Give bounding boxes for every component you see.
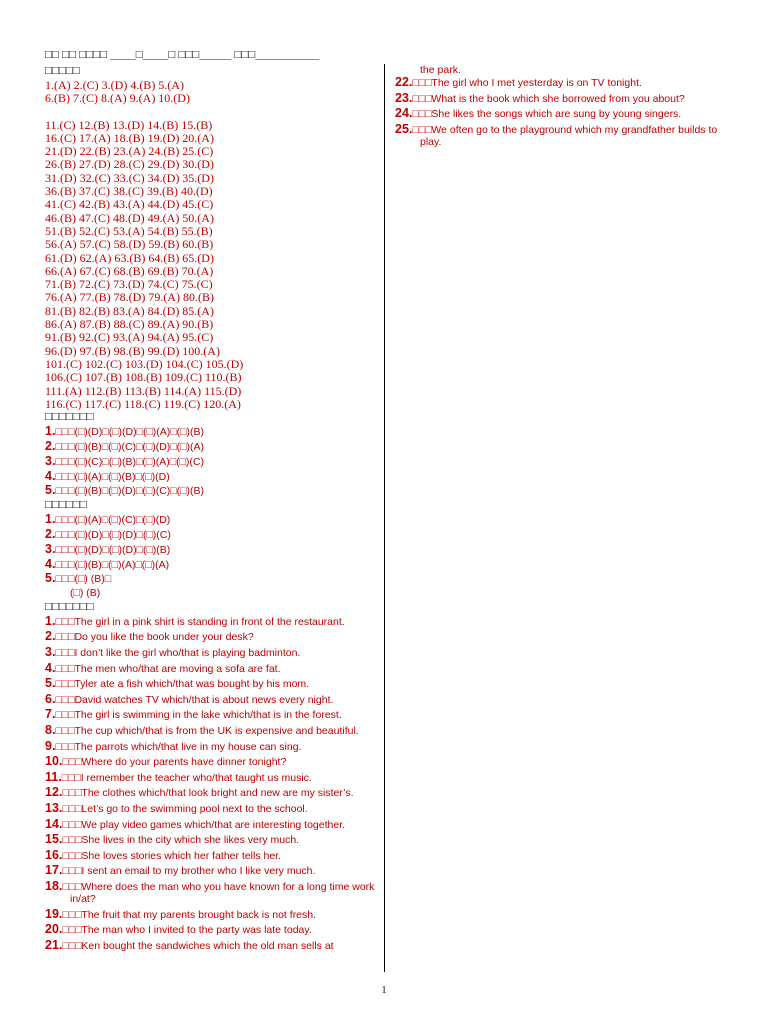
mc-answer-line: 6.(B) 7.(C) 8.(A) 9.(A) 10.(D) [45,91,190,106]
item-number: 13. [45,801,63,816]
sentence-item [45,939,375,952]
mc-answer-line: 41.(C) 42.(B) 43.(A) 44.(D) 45.(C) [45,197,214,212]
item-text: □□□The clothes which/that look bright and new are my sister’s. [62,787,354,800]
item-number: 1. [45,613,56,628]
mc-answer-line: 26.(B) 27.(D) 28.(C) 29.(D) 30.(D) [45,157,214,172]
item-text: □□□(□)(C)□(□)(B)□(□)(A)□(□)(C) [55,455,204,468]
sentence-item [395,76,735,89]
mc-answer-line: 31.(D) 32.(C) 33.(C) 34.(D) 35.(D) [45,170,214,185]
item-number: 9. [45,738,56,753]
sentence-item [45,833,375,846]
mc-answer-line: 21.(D) 22.(B) 23.(A) 24.(B) 25.(C) [45,144,214,159]
mc-answer-line: 71.(B) 72.(C) 73.(D) 74.(C) 75.(C) [45,277,213,292]
item-number: 14. [45,816,63,831]
mc-answer-line: 46.(B) 47.(C) 48.(D) 49.(A) 50.(A) [45,210,214,225]
mc-answer-line: 16.(C) 17.(A) 18.(B) 19.(D) 20.(A) [45,130,214,145]
mc-answer-line: 96.(D) 97.(B) 98.(B) 99.(D) 100.(A) [45,343,220,358]
page-number: 1 [381,985,387,996]
section-2-item [45,484,375,499]
item-text: □□□Tyler ate a fish which/that was bought by his mom. [55,678,310,691]
item-number: 4. [45,660,56,675]
section-2-item [45,425,375,440]
sentence-item [45,615,375,628]
mc-answer-line: 1.(A) 2.(C) 3.(D) 4.(B) 5.(A) [45,78,184,92]
item-number: 24. [395,106,413,121]
item-text: □□□Do you like the book under your desk? [55,631,254,644]
sentence-item [395,92,735,105]
sentence-item [45,818,375,831]
mc-answer-line: 36.(B) 37.(C) 38.(C) 39.(B) 40.(D) [45,184,213,199]
item-number: 4. [45,468,56,483]
item-text: □□□Let’s go to the swimming pool next to the school. [62,803,308,816]
section-3-item [45,513,375,528]
section-3-item-5-continuation: (□) (B) [70,587,101,600]
mc-answer-line: 81.(B) 82.(B) 83.(A) 84.(D) 85.(A) [45,303,214,318]
mc-answer-line: 11.(C) 12.(B) 13.(D) 14.(B) 15.(B) [45,117,213,132]
column-divider [384,64,385,972]
item-text: □□□I sent an email to my brother who I like very much. [62,865,316,878]
item-text: □□□She lives in the city which she likes very much. [62,834,300,847]
item-number: 18. [45,878,63,893]
item-text: □□□(□)(D)□(□)(D)□(□)(B) [55,543,171,556]
sentence-item [45,740,375,753]
sentence-item [45,724,375,737]
sentence-item [395,123,735,148]
item-number: 16. [45,847,63,862]
section-2-item [45,440,375,455]
item-text: □□□Where does the man who you have known for a long time work in/at? [62,880,375,906]
item-number: 6. [45,691,56,706]
item-number: 5. [45,483,56,498]
section-3-item [45,572,375,587]
item-number: 8. [45,723,56,738]
sentence-item [45,708,375,721]
item-text: □□□The girl is swimming in the lake which/that is in the forest. [55,709,342,722]
item-number: 2. [45,526,56,541]
item-text: □□□The fruit that my parents brought back is not fresh. [62,908,317,921]
item-number: 23. [395,90,413,105]
mc-answer-line: 101.(C) 102.(C) 103.(D) 104.(C) 105.(D) [45,356,244,371]
sentence-item [45,923,375,936]
item-number: 5. [45,571,56,586]
item-number: 1. [45,512,56,527]
sentence-item [45,755,375,768]
item-number: 1. [45,424,56,439]
item-text: □□□The girl who I met yesterday is on TV tonight. [412,77,642,90]
item-text: □□□We often go to the playground which my grandfather builds to play. [412,123,718,149]
section-3-answers [45,513,375,587]
section-2-item [45,455,375,470]
mc-answer-line: 91.(B) 92.(C) 93.(A) 94.(A) 95.(C) [45,330,214,345]
item-number: 22. [395,75,413,90]
item-number: 3. [45,453,56,468]
item-text: □□□(□) (B)□ [55,573,112,586]
item-text: □□□The man who I invited to the party was late today. [62,924,312,937]
mc-answer-line: 56.(A) 57.(C) 58.(D) 59.(B) 60.(B) [45,237,214,252]
mc-answer-line: 76.(A) 77.(B) 78.(D) 79.(A) 80.(B) [45,290,214,305]
item-text: □□□What is the book which she borrowed from you about? [412,92,685,105]
section-2-answers [45,425,375,499]
item-number: 11. [45,769,62,784]
item-text: □□□Ken bought the sandwiches which the old man sells at [62,939,334,952]
item-number: 10. [45,754,63,769]
item-text: □□□The cup which/that is from the UK is expensive and beautiful. [55,725,359,738]
sentence-item [45,677,375,690]
item-number: 25. [395,121,413,136]
multiple-choice-answers [45,79,375,411]
item-number: 15. [45,832,63,847]
sentence-item [395,107,735,120]
sentence-item [45,786,375,799]
item-text: □□□(□)(B)□(□)(A)□(□)(A) [55,558,170,571]
sentence-item [45,693,375,706]
section-1-title: □□□□□ [45,65,80,77]
item-text: □□□I don’t like the girl who/that is playing badminton. [55,647,301,660]
mc-answer-line: 116.(C) 117.(C) 118.(C) 119.(C) 120.(A) [45,396,241,411]
item-text: □□□She likes the songs which are sung by young singers. [412,108,682,121]
item-number: 17. [45,863,63,878]
item-number: 20. [45,922,63,937]
item-number: 3. [45,645,56,660]
right-column [395,64,735,151]
item-text: □□□(□)(D)□(□)(D)□(□)(C) [55,528,171,541]
mc-answer-line: 86.(A) 87.(B) 88.(C) 89.(A) 90.(B) [45,317,214,332]
worksheet-header: □□ □□ □□□□ ____□____□ □□□_____ □□□__________ [45,49,320,61]
sentence-item [45,802,375,815]
item-number: 21. [45,937,63,952]
item-text: □□□We play video games which/that are interesting together. [62,818,346,831]
item-number: 12. [45,785,63,800]
mc-answer-line: 111.(A) 112.(B) 113.(B) 114.(A) 115.(D) [45,383,242,398]
item-number: 2. [45,438,56,453]
sentence-item [45,646,375,659]
mc-answer-line: 106.(C) 107.(B) 108.(B) 109.(C) 110.(B) [45,370,242,385]
sentence-item [45,662,375,675]
section-3-title: □□□□□□ [45,499,87,512]
item-text: □□□I remember the teacher who/that taught us music. [61,771,312,784]
item-text: □□□The parrots which/that live in my house can sing. [55,740,302,753]
sentence-item [45,880,375,905]
left-column [45,49,375,955]
mc-answer-line: 51.(B) 52.(C) 53.(A) 54.(B) 55.(B) [45,223,213,238]
item-text: □□□David watches TV which/that is about news every night. [55,693,334,706]
item-text: □□□The men who/that are moving a sofa are fat. [55,662,281,675]
item-text: □□□(□)(A)□(□)(B)□(□)(D) [55,470,170,483]
item-text: □□□(□)(D)□(□)(D)□(□)(A)□(□)(B) [55,426,204,439]
sentence-answers [45,615,375,952]
sentence-item [45,908,375,921]
sentence-21-continuation: the park. [420,64,461,76]
item-text: □□□She loves stories which her father tells her. [62,849,282,862]
section-2-title: □□□□□□□ [45,411,94,424]
mc-answer-line: 61.(D) 62.(A) 63.(B) 64.(B) 65.(D) [45,250,214,265]
item-number: 19. [45,906,63,921]
item-number: 2. [45,629,56,644]
item-number: 3. [45,541,56,556]
sentence-item [45,864,375,877]
section-3-item [45,528,375,543]
section-3-item [45,558,375,573]
section-2-item [45,470,375,485]
item-number: 5. [45,676,56,691]
sentence-answers-continued [395,76,735,148]
item-text: □□□Where do your parents have dinner tonight? [62,756,287,769]
mc-answer-line: 66.(A) 67.(C) 68.(B) 69.(B) 70.(A) [45,263,214,278]
item-text: □□□(□)(A)□(□)(C)□(□)(D) [55,514,171,527]
item-text: □□□(□)(B)□(□)(D)□(□)(C)□(□)(B) [55,485,204,498]
item-text: □□□The girl in a pink shirt is standing in front of the restaurant. [55,615,345,628]
sentence-item [45,771,375,784]
section-3-item [45,543,375,558]
section-4-title: □□□□□□□ [45,600,94,613]
item-text: □□□(□)(B)□(□)(C)□(□)(D)□(□)(A) [55,440,204,453]
item-number: 7. [45,707,56,722]
item-number: 4. [45,556,56,571]
sentence-item [45,849,375,862]
sentence-item [45,630,375,643]
